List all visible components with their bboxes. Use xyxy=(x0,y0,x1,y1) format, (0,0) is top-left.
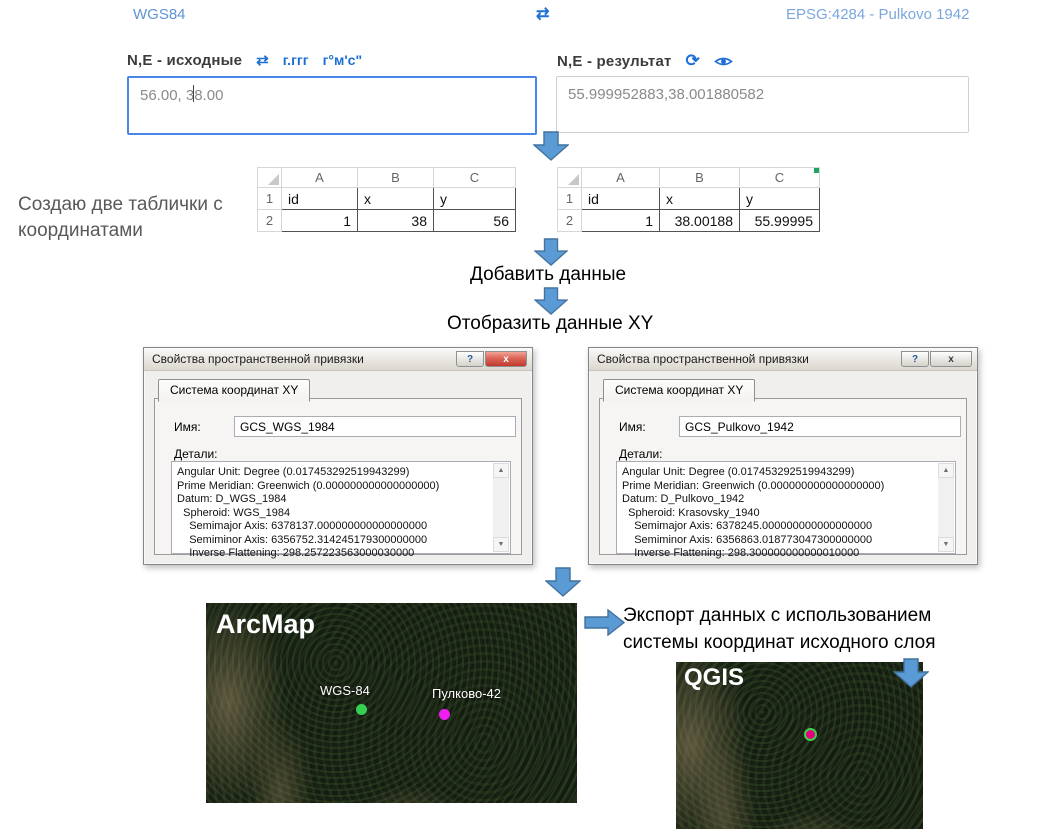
details-text: Angular Unit: Degree (0.017453292519943299) Prime Meridian: Greenwich (0.000000000000000000) Datum: D_Pulkovo_1942 Spheroid: Krasovsky_1940 Semimajor Axis: 6378245.000000000000000000 Semiminor Axis: 6356863.018773047300000000 Inverse Flattening: 298.300000000000010000 xyxy=(622,466,885,559)
caption-create-tables: Создаю две таблички с координатами xyxy=(18,194,223,241)
cell[interactable]: 1 xyxy=(582,210,660,232)
corner-triangle-icon xyxy=(268,174,279,185)
row-header[interactable]: 1 xyxy=(258,188,282,210)
cell[interactable]: x xyxy=(358,188,434,210)
cell[interactable]: 38 xyxy=(358,210,434,232)
cell[interactable]: x xyxy=(660,188,740,210)
point-marker-pulkovo[interactable] xyxy=(439,709,450,720)
tab-xy-coordinate-system[interactable]: Система координат XY xyxy=(158,379,310,402)
decimal-degrees-link[interactable]: г.ггг xyxy=(282,52,309,68)
spatial-reference-dialog-wgs84 xyxy=(143,347,533,565)
table-row xyxy=(258,210,516,232)
point-label-wgs84: WGS-84 xyxy=(320,683,370,698)
close-button[interactable]: x xyxy=(485,351,527,367)
source-coords-header xyxy=(127,51,362,69)
details-box[interactable] xyxy=(616,461,956,559)
column-header[interactable]: A xyxy=(282,168,358,188)
excel-table-source[interactable] xyxy=(257,167,516,232)
point-marker-wgs84[interactable] xyxy=(356,704,367,715)
cell[interactable]: 55.99995 xyxy=(740,210,820,232)
point-marker-exported[interactable] xyxy=(804,728,817,741)
row-header[interactable]: 1 xyxy=(558,188,582,210)
right-arrow xyxy=(584,609,625,636)
down-arrow-1 xyxy=(533,131,569,161)
down-arrow-5 xyxy=(893,653,929,693)
row-header[interactable]: 2 xyxy=(558,210,582,232)
details-label: Детали: xyxy=(619,447,663,461)
dialog-title: Свойства пространственной привязки xyxy=(597,352,809,366)
scrollbar[interactable] xyxy=(493,463,509,552)
name-input[interactable]: GCS_Pulkovo_1942 xyxy=(679,416,961,437)
scrollbar[interactable] xyxy=(938,463,954,552)
green-corner-mark xyxy=(814,168,819,173)
name-label: Имя: xyxy=(174,420,201,434)
point-label-pulkovo: Пулково-42 xyxy=(432,686,501,701)
select-all-corner[interactable] xyxy=(258,168,282,188)
help-button[interactable]: ? xyxy=(456,351,484,367)
column-header[interactable]: A xyxy=(582,168,660,188)
details-text: Angular Unit: Degree (0.017453292519943299) Prime Meridian: Greenwich (0.000000000000000000) Datum: D_WGS_1984 Spheroid: WGS_1984 Semimajor Axis: 6378137.000000000000000000 Semiminor Axis: 6356752.314245179300000000 Inverse Flattening: 298.257223563000030000 xyxy=(177,466,440,559)
refresh-icon[interactable]: ⟳ xyxy=(685,51,700,70)
cell[interactable]: y xyxy=(740,188,820,210)
column-header[interactable]: B xyxy=(358,168,434,188)
text-cursor xyxy=(193,85,194,102)
result-coords-header xyxy=(557,51,733,71)
cell[interactable]: id xyxy=(582,188,660,210)
step-display-xy: Отобразить данные XY xyxy=(447,313,654,334)
dms-link[interactable]: г°м'с" xyxy=(322,52,363,68)
column-header[interactable]: C xyxy=(740,168,820,188)
arcmap-map-view[interactable] xyxy=(206,603,577,803)
source-coords-input[interactable] xyxy=(127,76,537,135)
step-add-data: Добавить данные xyxy=(470,264,627,285)
corner-triangle-icon xyxy=(568,174,579,185)
cell[interactable]: 1 xyxy=(282,210,358,232)
dialog-title: Свойства пространственной привязки xyxy=(152,352,364,366)
table-row xyxy=(558,188,820,210)
name-input[interactable]: GCS_WGS_1984 xyxy=(234,416,516,437)
scroll-up-icon[interactable]: ▲ xyxy=(938,463,954,478)
source-crs-link[interactable]: WGS84 xyxy=(133,6,186,23)
table-row xyxy=(258,188,516,210)
swap-crs-icon[interactable]: ⇄ xyxy=(536,6,550,23)
close-button[interactable]: x xyxy=(930,351,972,367)
source-coords-label: N,E - исходные xyxy=(127,51,243,69)
cell[interactable]: 56 xyxy=(434,210,516,232)
scroll-up-icon[interactable]: ▲ xyxy=(493,463,509,478)
arcmap-label: ArcMap xyxy=(216,609,316,639)
export-note: Экспорт данных с использованием системы координат исходного слоя xyxy=(623,605,936,653)
name-label: Имя: xyxy=(619,420,646,434)
cell[interactable]: y xyxy=(434,188,516,210)
swap-coords-icon[interactable]: ⇄ xyxy=(256,52,269,69)
details-label: Детали: xyxy=(174,447,218,461)
down-arrow-4 xyxy=(545,565,581,599)
down-arrow-3 xyxy=(534,287,568,315)
target-crs-link[interactable]: EPSG:4284 - Pulkovo 1942 xyxy=(786,6,970,23)
tab-xy-coordinate-system[interactable]: Система координат XY xyxy=(603,379,755,402)
down-arrow-2 xyxy=(534,238,568,266)
qgis-map-view[interactable] xyxy=(676,662,923,829)
table-header-row xyxy=(558,168,820,188)
cell[interactable]: 38.00188 xyxy=(660,210,740,232)
excel-table-result[interactable] xyxy=(557,167,820,232)
eye-icon[interactable] xyxy=(714,55,733,68)
source-coords-field-wrap xyxy=(127,76,537,140)
table-header-row xyxy=(258,168,516,188)
help-button[interactable]: ? xyxy=(901,351,929,367)
qgis-label: QGIS xyxy=(684,664,745,691)
table-row xyxy=(558,210,820,232)
spatial-reference-dialog-pulkovo xyxy=(588,347,978,565)
column-header[interactable]: B xyxy=(660,168,740,188)
scroll-down-icon[interactable]: ▼ xyxy=(493,537,509,552)
cell[interactable]: id xyxy=(282,188,358,210)
details-box[interactable] xyxy=(171,461,511,559)
row-header[interactable]: 2 xyxy=(258,210,282,232)
result-coords-output[interactable] xyxy=(556,76,969,133)
scroll-down-icon[interactable]: ▼ xyxy=(938,537,954,552)
select-all-corner[interactable] xyxy=(558,168,582,188)
column-header[interactable]: C xyxy=(434,168,516,188)
result-coords-label: N,E - результат xyxy=(557,52,672,70)
